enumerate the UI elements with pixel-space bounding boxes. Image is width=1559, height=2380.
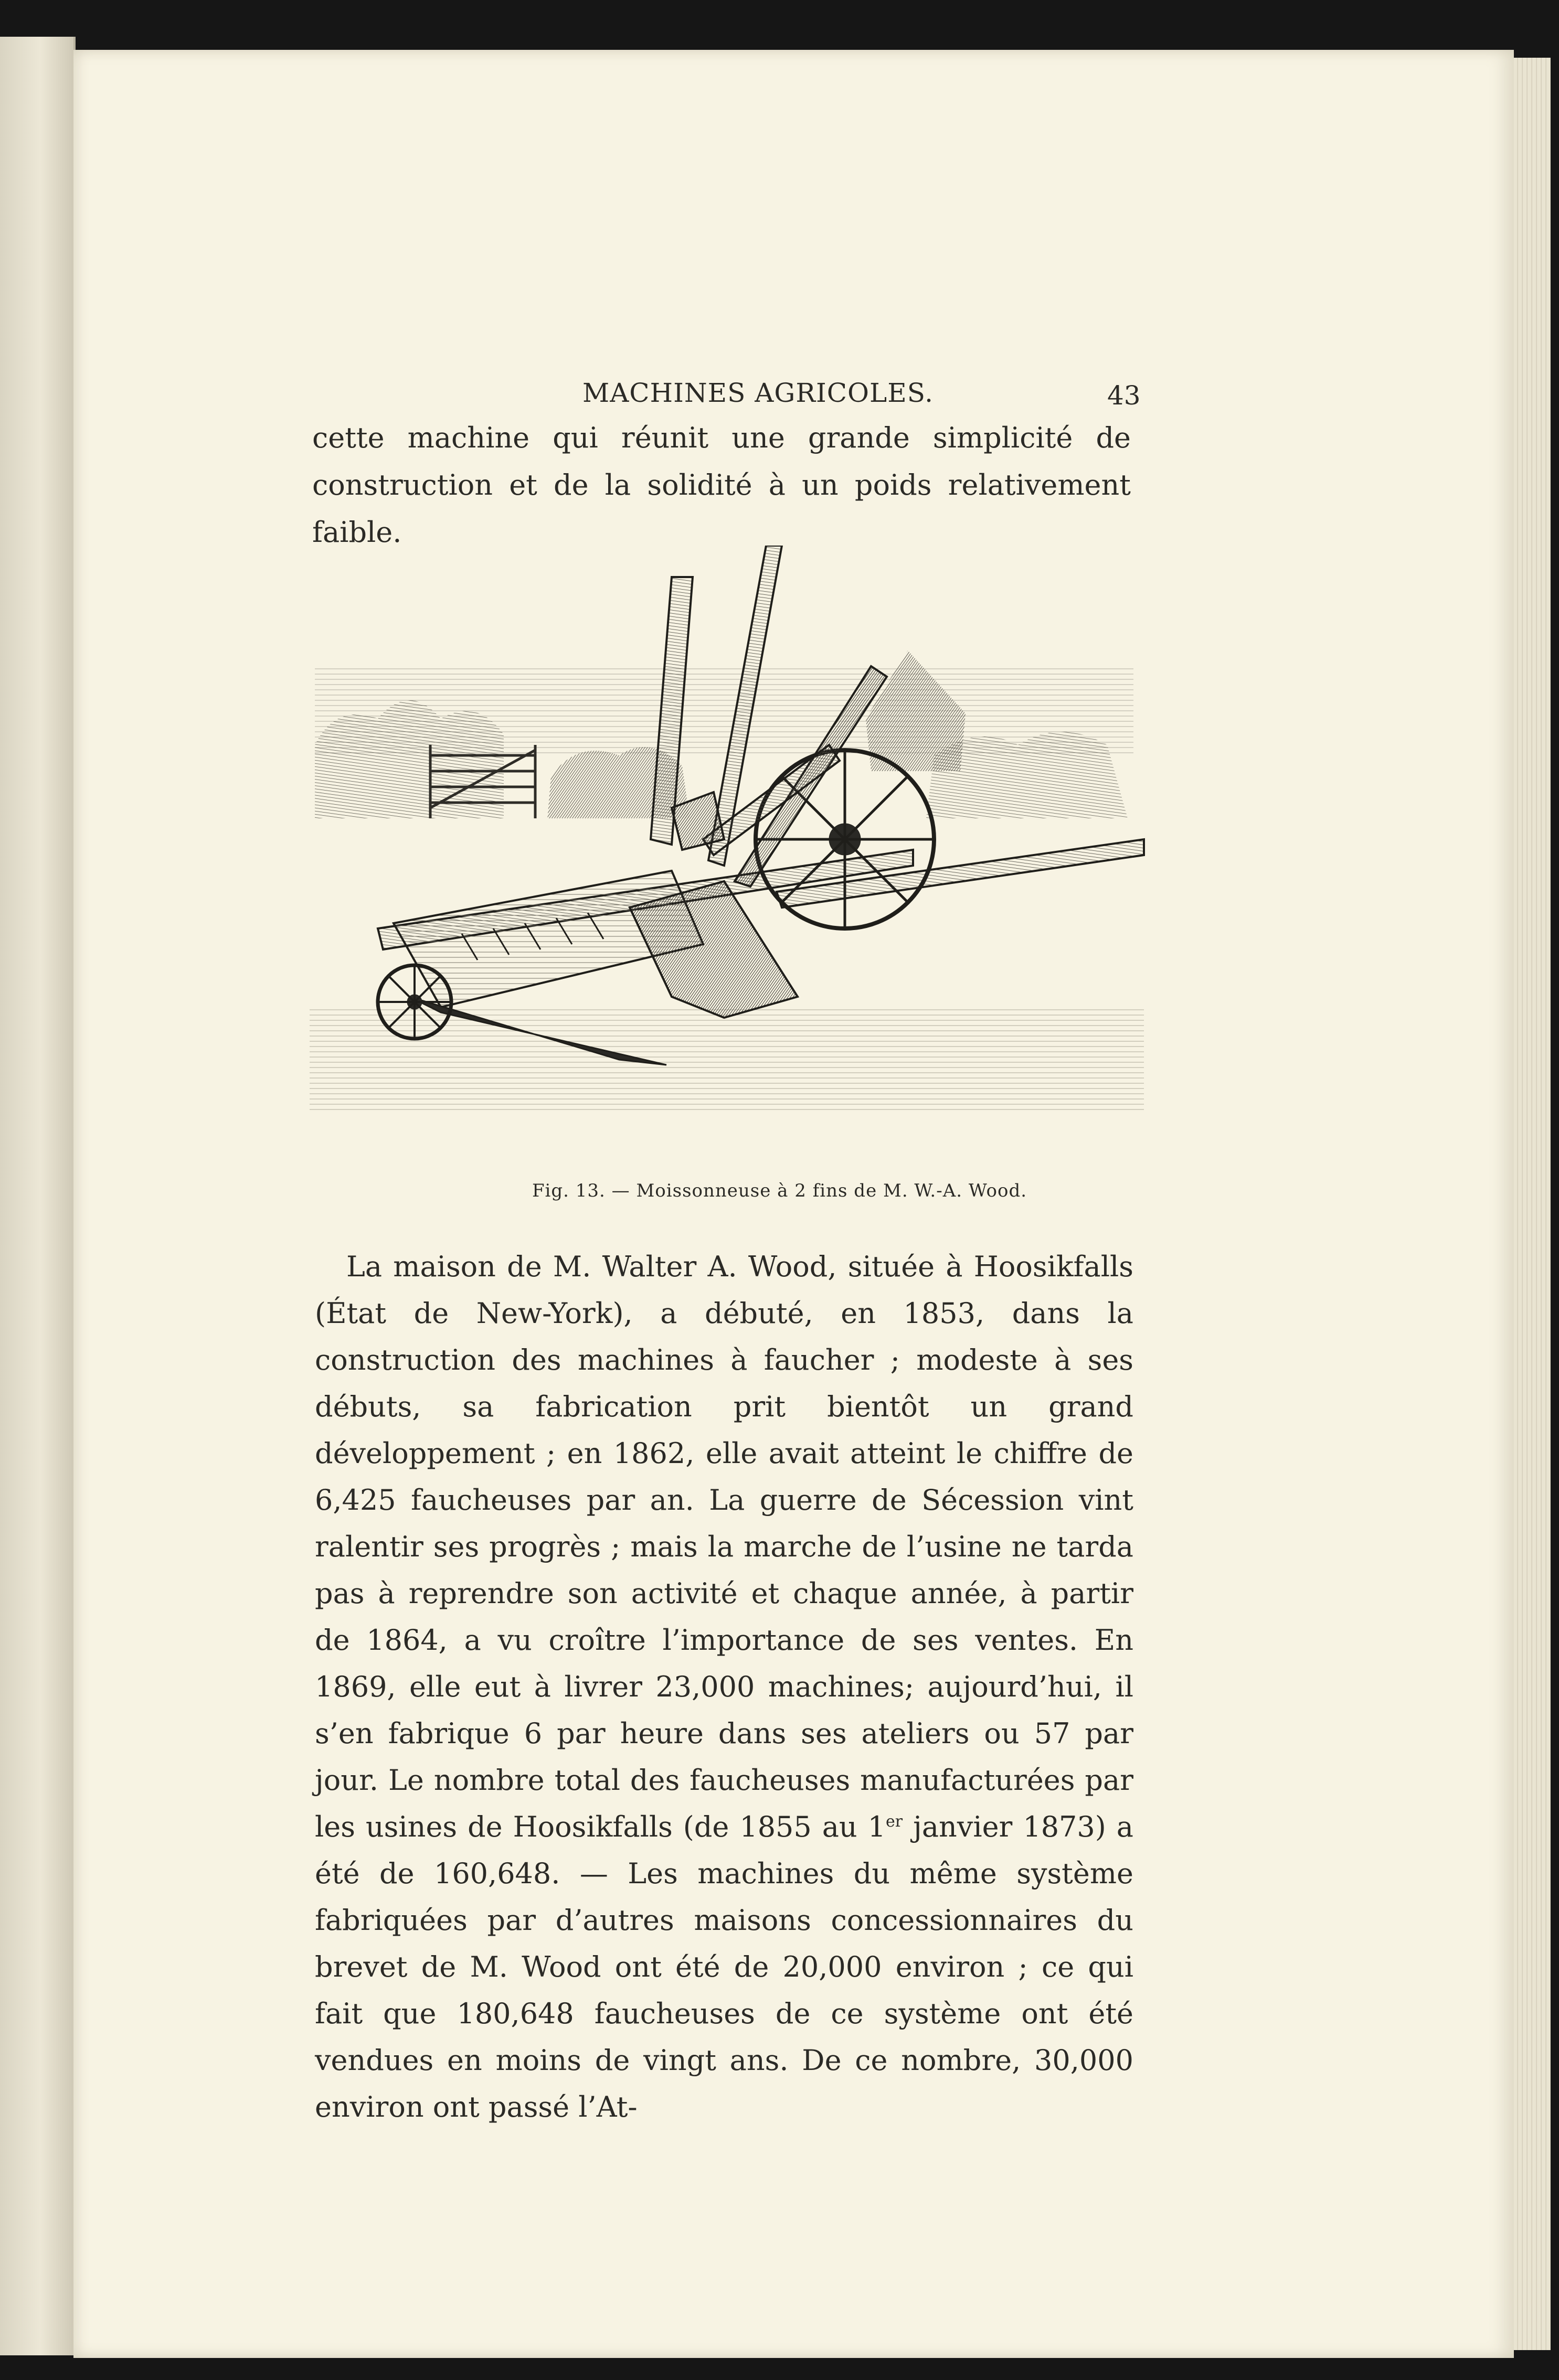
- page-number: 43: [1107, 380, 1141, 411]
- body-paragraph-part2: janvier 1873) a été de 160,648. — Les machines du même système fabriquées par d’autres maisons concessionnaires du brevet de M. Wood ont été de 20,000 environ ; ce qui fait que 180,648 faucheuses de ce système ont été vendues en moins de vingt ans. De ce nombre, 30,000 environ ont passé l’At-: [315, 1810, 1133, 2123]
- body-paragraph: [315, 1243, 1133, 2130]
- reaper-engraving: [304, 546, 1149, 1165]
- body-paragraph-part1: La maison de M. Walter A. Wood, située à Hoosikfalls (État de New-York), a débuté, en 1853, dans la construction des machines à faucher ; modeste à ses débuts, sa fabrication prit bientôt un grand développement ; en 1862, elle avait atteint le chiffre de 6,425 faucheuses par an. La guerre de Sécession vint ralentir ses progrès ; mais la marche de l’usine ne tarda pas à reprendre son activité et chaque année, à partir de 1864, a vu croître l’importance de ses ventes. En 1869, elle eut à livrer 23,000 machines; aujourd’hui, il s’en fabrique 6 par heure dans ses ateliers ou 57 par jour. Le nombre total des faucheuses manufacturées par les usines de Hoosikfalls (de 1855 au 1: [315, 1250, 1133, 1843]
- page-stack-edges: [1514, 58, 1551, 2350]
- running-head: MACHINES AGRICOLES.: [582, 378, 934, 408]
- body-text: [315, 1243, 1133, 2130]
- figure-caption: Fig. 13. — Moissonneuse à 2 fins de M. W.-A. Wood.: [532, 1180, 1027, 1201]
- intro-paragraph: cette machine qui réunit une grande simplicité de construction et de la solidité à un poids relativement faible.: [312, 421, 1131, 549]
- ordinal-superscript: er: [886, 1812, 903, 1831]
